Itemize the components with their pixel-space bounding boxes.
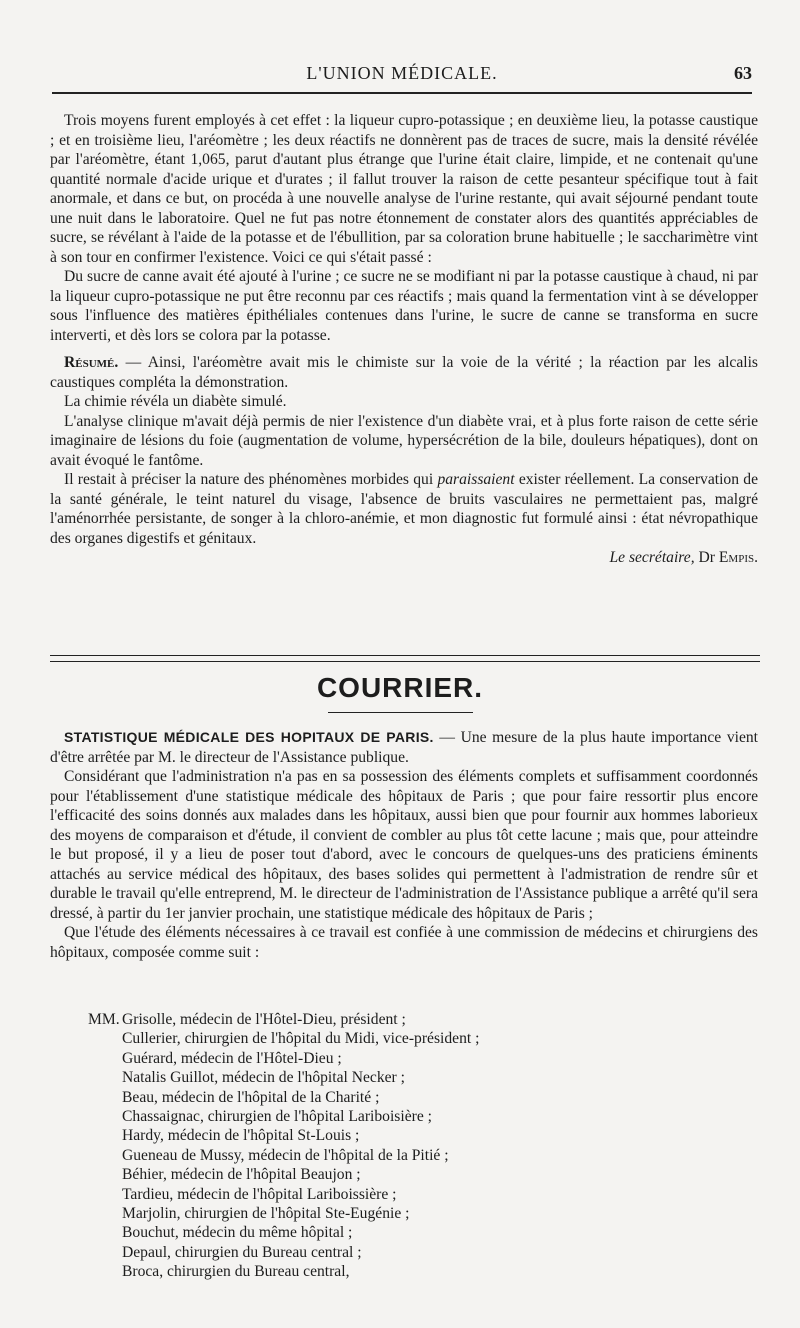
list-item xyxy=(88,1010,758,1029)
courrier-p1-text: — Une mesure de la plus haute importance vient d'être arrêtée par M. le directeur de l'Assistance publique. xyxy=(50,729,758,766)
resume-label: Résumé. xyxy=(64,354,119,371)
paragraph-resume xyxy=(50,353,758,392)
signature-role: Le secrétaire, xyxy=(609,549,695,566)
list-item: Tardieu, médecin de l'hôpital Lariboissière ; xyxy=(122,1185,397,1203)
list-item: Cullerier, chirurgien de l'hôpital du Midi, vice-président ; xyxy=(122,1030,480,1048)
paragraph-1: Trois moyens furent employés à cet effet : la liqueur cupro-potassique ; en deuxième lieu, la potasse caustique ; et en troisième lieu, l'aréomètre ; les deux réactifs ne donnèrent pas de traces de sucre, mais la densité révélée par l'aréomètre, étant 1,065, parut d'autant plus étrange que l'urine était claire, limpide, et ne contenait qu'une quantité normale d'acide urique et d'urates ; il fallut trouver la raison de cette pesanteur spécifique tout à fait anormale, et dans ce but, on procéda à une nouvelle analyse de l'urine restante, qui avait séjourné pendant toute une nuit dans le laboratoire. Quel ne fut pas notre étonnement de constater alors des quantités appréciables de sucre, se révélant à l'aide de la potasse et de l'ébullition, par sa coloration brune habituelle ; le saccharimètre vint à son tour en confirmer l'existence. Voici ce qui s'était passé : xyxy=(50,112,758,266)
page-number: 63 xyxy=(734,63,752,83)
courrier-paragraph-2: Considérant que l'administration n'a pas en sa possession des éléments complets et suffisamment coordonnés pour l'établissement d'une statistique médicale des hôpitaux de Paris ; que pour faire ressortir plus encore l'efficacité des soins donnés aux malades dans les hôpitaux, aussi bien que pour fournir aux hommes laborieux des moyens de comparaison et d'étude, il convient de combler au plus tôt cette lacune ; mais que, pour atteindre le but proposé, il y a lieu de poser tout d'abord, avec le concours de quelques-uns des praticiens éminents attachés au service médical des hôpitaux, des bases solides qui permettent à l'admistration de rendre sûr et durable le travail qu'elle entreprend, M. le directeur de l'administration de l'Assistance publique a arrêté qu'il sera dressé, à partir du 1er janvier prochain, une statistique médicale des hôpitaux de Paris ; xyxy=(50,768,758,922)
list-item: Depaul, chirurgien du Bureau central ; xyxy=(122,1243,362,1261)
p6-text-b: exister réellement. La conservation de la santé générale, le teint naturel du visage, l'absence de bruits vasculaires ne permettaient pas, malgré l'aménorrhée persistante, de songer à la chloro-anémie, et mon diagnostic fut formulé ainsi : état névropathique des organes digestifs et génitaux. xyxy=(50,471,758,547)
list-item: Natalis Guillot, médecin de l'hôpital Necker ; xyxy=(122,1069,405,1087)
list-item: Beau, médecin de l'hôpital de la Charité ; xyxy=(122,1088,380,1106)
list-item: Hardy, médecin de l'hôpital St-Louis ; xyxy=(122,1127,360,1145)
paragraph-4: La chimie révéla un diabète simulé. xyxy=(64,393,287,410)
list-item: Broca, chirurgien du Bureau central, xyxy=(122,1263,350,1281)
list-item: Marjolin, chirurgien de l'hôpital Ste-Eugénie ; xyxy=(122,1205,410,1223)
courrier-paragraph-3: Que l'étude des éléments nécessaires à ce travail est confiée à une commission de médecins et chirurgiens des hôpitaux, composée comme suit : xyxy=(50,924,758,961)
p6-text-a: Il restait à préciser la nature des phénomènes morbides qui xyxy=(64,471,438,488)
list-item: Chassaignac, chirurgien de l'hôpital Lariboisière ; xyxy=(122,1108,432,1126)
signature-title: Dr xyxy=(694,549,719,566)
member-text: Grisolle, médecin de l'Hôtel-Dieu, président ; xyxy=(122,1011,406,1028)
resume-text: — Ainsi, l'aréomètre avait mis le chimiste sur la voie de la vérité ; la réaction par les alcalis caustiques compléta la démonstration. xyxy=(50,354,758,391)
courrier-body xyxy=(50,728,758,962)
list-item: Béhier, médecin de l'hôpital Beaujon ; xyxy=(122,1166,361,1184)
courrier-heading: COURRIER. xyxy=(316,672,484,703)
paragraph-5: L'analyse clinique m'avait déjà permis de nier l'existence d'un diabète vrai, et à plus forte raison de cette série imaginaire de lésions du foie (augmentation de volume, hypersécrétion de la bile, douleurs hépatiques), dont on avait évoqué le fantôme. xyxy=(50,412,758,469)
signature xyxy=(50,548,758,568)
section-title: STATISTIQUE MÉDICALE DES HOPITAUX DE PARIS. xyxy=(64,729,434,745)
list-item: Bouchut, médecin du même hôpital ; xyxy=(122,1224,353,1242)
article-body xyxy=(50,111,758,568)
list-item: Guérard, médecin de l'Hôtel-Dieu ; xyxy=(122,1049,342,1067)
signature-name: Empis. xyxy=(718,549,758,566)
heading-underline xyxy=(328,712,473,713)
list-lead: MM. xyxy=(88,1011,120,1028)
paragraph-6 xyxy=(50,470,758,548)
commission-members xyxy=(88,1010,758,1282)
p6-italic: paraissaient xyxy=(437,471,515,488)
section-divider xyxy=(50,655,760,662)
paragraph-2: Du sucre de canne avait été ajouté à l'urine ; ce sucre ne se modifiant ni par la potasse caustique à chaud, ni par la liqueur cupro-potassique ne put être reconnu par ces réactifs ; mais quand la fermentation vint à se développer sous l'influence des matières épithéliales contenues dans l'urine, le sucre de canne se transforma en sucre interverti, et dès lors se colora par la potasse. xyxy=(50,268,758,344)
list-item: Gueneau de Mussy, médecin de l'hôpital de la Pitié ; xyxy=(122,1146,449,1164)
journal-title: L'UNION MÉDICALE. xyxy=(306,63,498,83)
courrier-paragraph-1 xyxy=(50,728,758,767)
running-header xyxy=(52,58,752,94)
